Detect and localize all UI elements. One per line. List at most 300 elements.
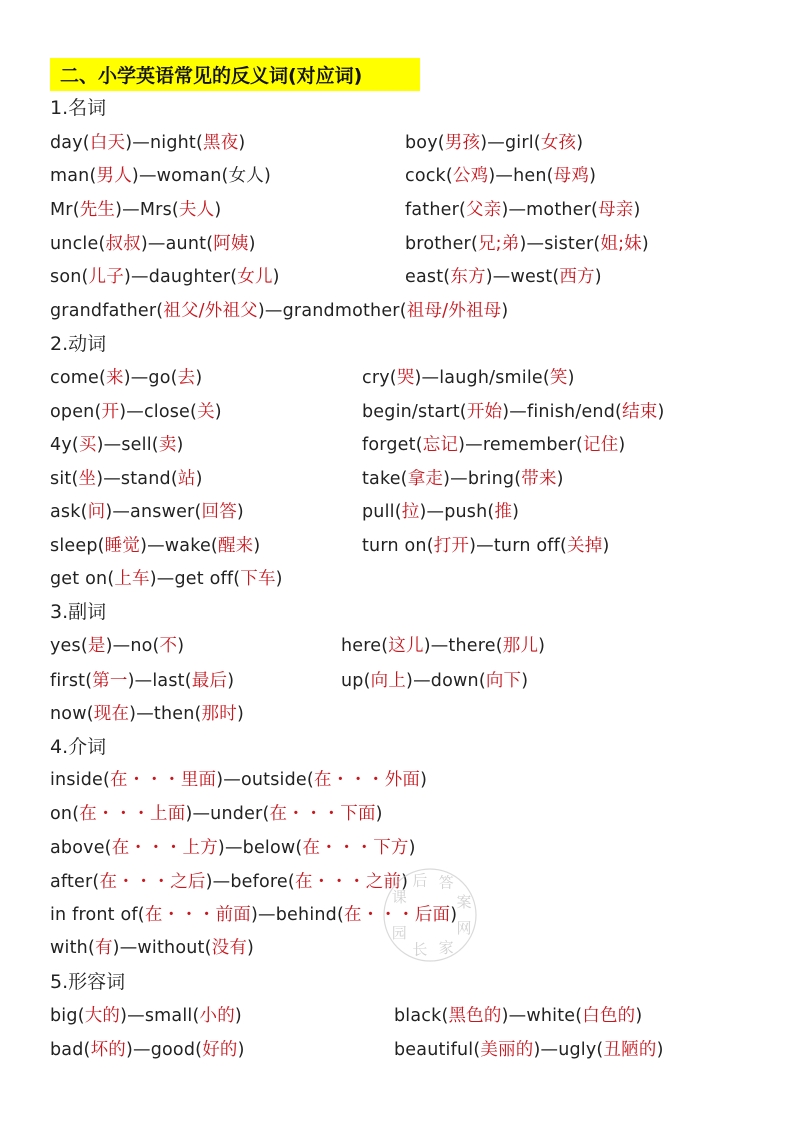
antonym-entry bbox=[50, 667, 234, 692]
word-english: finish/end bbox=[526, 402, 616, 422]
paren-close: ) bbox=[119, 402, 127, 422]
word-english: with bbox=[50, 938, 88, 958]
word-english: sleep bbox=[50, 536, 98, 556]
word-chinese: 白天 bbox=[89, 133, 126, 153]
word-english: open bbox=[50, 402, 95, 422]
paren-close: ) bbox=[236, 502, 244, 522]
word-chinese: 黑夜 bbox=[203, 133, 239, 153]
paren-close: ) bbox=[96, 435, 104, 455]
paren-open: ( bbox=[381, 636, 389, 656]
paren-open: ( bbox=[399, 301, 407, 321]
antonym-entry bbox=[50, 532, 260, 557]
word-chinese: 是 bbox=[87, 636, 106, 656]
antonym-entry bbox=[50, 766, 427, 791]
paren-open: ( bbox=[470, 234, 478, 254]
antonym-entry bbox=[362, 398, 665, 423]
word-english: grandmother bbox=[282, 301, 400, 321]
dash-separator: — bbox=[540, 1040, 559, 1060]
paren-close: ) bbox=[251, 905, 259, 925]
word-english: aunt bbox=[165, 234, 207, 254]
watermark-char: 课 bbox=[391, 888, 407, 906]
antonym-entry bbox=[50, 868, 408, 893]
word-chinese: 不 bbox=[159, 636, 178, 656]
watermark-char: 网 bbox=[456, 919, 472, 938]
word-english: come bbox=[50, 368, 99, 388]
paren-open: ( bbox=[363, 671, 371, 691]
word-english: Mrs bbox=[139, 200, 172, 220]
word-chinese: 在・・・前面 bbox=[144, 905, 252, 925]
paren-close: ) bbox=[257, 301, 265, 321]
word-chinese: 夫人 bbox=[178, 200, 215, 220]
paren-open: ( bbox=[552, 267, 560, 287]
paren-close: ) bbox=[205, 872, 213, 892]
word-chinese: 男人 bbox=[96, 166, 132, 186]
paren-open: ( bbox=[86, 704, 94, 724]
dash-separator: — bbox=[127, 1006, 145, 1026]
word-chinese: 母鸡 bbox=[553, 166, 590, 186]
word-english: behind bbox=[275, 905, 337, 925]
paren-open: ( bbox=[82, 133, 90, 153]
word-chinese: 阿姨 bbox=[213, 234, 249, 254]
watermark-char: 长 bbox=[412, 940, 428, 959]
dash-separator: — bbox=[133, 1040, 151, 1060]
word-english: go bbox=[148, 368, 171, 388]
section-heading: 2.动词 bbox=[50, 333, 107, 355]
word-chinese: 打开 bbox=[433, 536, 470, 556]
word-chinese: 白色的 bbox=[582, 1006, 636, 1026]
word-chinese: 祖父/外祖父 bbox=[163, 301, 258, 321]
paren-close: ) bbox=[125, 1040, 134, 1060]
paren-open: ( bbox=[437, 133, 445, 153]
antonym-entry bbox=[50, 297, 508, 322]
paren-close: ) bbox=[375, 804, 383, 824]
paren-close: ) bbox=[248, 234, 256, 254]
word-chinese: 第一 bbox=[92, 671, 128, 691]
word-english: small bbox=[144, 1006, 193, 1026]
word-english: woman bbox=[156, 166, 222, 186]
word-english: bring bbox=[467, 469, 515, 489]
paren-open: ( bbox=[156, 301, 164, 321]
dash-separator: — bbox=[138, 166, 157, 186]
word-chinese: 坏的 bbox=[90, 1040, 126, 1060]
word-english: father bbox=[405, 200, 459, 220]
word-english: down bbox=[430, 671, 479, 691]
word-english: good bbox=[150, 1040, 196, 1060]
word-english: there bbox=[448, 636, 496, 656]
page-title: 二、小学英语常见的反义词(对应词) bbox=[60, 65, 363, 87]
word-chinese: 在・・・之后 bbox=[99, 872, 206, 892]
antonym-entry bbox=[50, 162, 271, 187]
word-english: outside bbox=[240, 770, 307, 790]
word-chinese: 向下 bbox=[485, 671, 522, 691]
word-chinese: 父亲 bbox=[466, 200, 502, 220]
paren-close: ) bbox=[443, 469, 451, 489]
paren-open: ( bbox=[233, 569, 241, 589]
dash-separator: — bbox=[112, 502, 131, 522]
dash-separator: — bbox=[134, 671, 153, 691]
dash-separator: — bbox=[487, 133, 505, 153]
word-chinese: 在・・・外面 bbox=[313, 770, 421, 790]
word-english: then bbox=[153, 704, 195, 724]
paren-open: ( bbox=[514, 469, 522, 489]
word-chinese: 来 bbox=[105, 368, 124, 388]
antonym-entry bbox=[405, 263, 602, 288]
word-chinese: 有 bbox=[94, 938, 113, 958]
word-chinese: 问 bbox=[87, 502, 106, 522]
paren-close: ) bbox=[105, 636, 113, 656]
paren-close: ) bbox=[115, 200, 123, 220]
paren-open: ( bbox=[81, 267, 89, 287]
paren-open: ( bbox=[151, 435, 159, 455]
word-chinese: 叔叔 bbox=[105, 234, 141, 254]
word-chinese: 带来 bbox=[521, 469, 557, 489]
paren-open: ( bbox=[152, 636, 160, 656]
paren-close: ) bbox=[420, 770, 428, 790]
paren-open: ( bbox=[295, 838, 303, 858]
paren-close: ) bbox=[195, 368, 203, 388]
paren-open: ( bbox=[98, 234, 106, 254]
paren-open: ( bbox=[443, 267, 451, 287]
paren-close: ) bbox=[123, 267, 131, 287]
paren-close: ) bbox=[127, 671, 135, 691]
word-chinese: 拉 bbox=[401, 502, 420, 522]
paren-close: ) bbox=[227, 671, 235, 691]
antonym-entry bbox=[50, 934, 254, 959]
word-english: boy bbox=[405, 133, 438, 153]
antonym-entry bbox=[50, 364, 202, 389]
paren-open: ( bbox=[77, 1006, 85, 1026]
dash-separator: — bbox=[103, 435, 122, 455]
paren-close: ) bbox=[521, 671, 529, 691]
dash-separator: — bbox=[130, 368, 149, 388]
section-heading: 5.形容词 bbox=[50, 971, 126, 993]
paren-open: ( bbox=[306, 770, 314, 790]
paren-open: ( bbox=[596, 1040, 604, 1060]
paren-open: ( bbox=[87, 938, 95, 958]
paren-open: ( bbox=[71, 435, 79, 455]
paren-open: ( bbox=[336, 905, 345, 925]
antonym-entry bbox=[50, 901, 457, 926]
word-english: up bbox=[341, 671, 364, 691]
paren-open: ( bbox=[103, 770, 111, 790]
paren-open: ( bbox=[575, 1006, 583, 1026]
antonym-entry bbox=[50, 263, 280, 288]
paren-open: ( bbox=[137, 905, 145, 925]
word-english: night bbox=[149, 133, 196, 153]
antonym-entry bbox=[394, 1002, 642, 1027]
word-chinese: 男孩 bbox=[444, 133, 481, 153]
paren-close: ) bbox=[263, 166, 271, 186]
paren-close: ) bbox=[502, 402, 510, 422]
paren-open: ( bbox=[195, 1040, 203, 1060]
word-chinese: 女孩 bbox=[540, 133, 577, 153]
paren-open: ( bbox=[170, 368, 178, 388]
paren-open: ( bbox=[445, 166, 453, 186]
paren-close: ) bbox=[238, 133, 246, 153]
paren-open: ( bbox=[459, 200, 467, 220]
word-chinese: 黑色的 bbox=[448, 1006, 502, 1026]
paren-close: ) bbox=[406, 671, 414, 691]
word-english: above bbox=[50, 838, 105, 858]
paren-close: ) bbox=[485, 267, 493, 287]
antonym-entry bbox=[405, 129, 583, 154]
word-chinese: 祖母/外祖母 bbox=[406, 301, 502, 321]
paren-close: ) bbox=[401, 872, 409, 892]
paren-open: ( bbox=[210, 536, 218, 556]
section-heading: 1.名词 bbox=[50, 97, 107, 119]
paren-open: ( bbox=[80, 502, 88, 522]
paren-close: ) bbox=[519, 234, 527, 254]
paren-open: ( bbox=[221, 166, 229, 186]
antonym-entry bbox=[50, 398, 222, 423]
section-heading: 4.介词 bbox=[50, 736, 107, 758]
word-english: answer bbox=[130, 502, 195, 522]
word-chinese: 结束 bbox=[622, 402, 658, 422]
word-chinese: 拿走 bbox=[407, 469, 444, 489]
paren-close: ) bbox=[120, 1006, 128, 1026]
paren-open: ( bbox=[478, 671, 486, 691]
antonym-entry bbox=[405, 196, 641, 221]
dash-separator: — bbox=[224, 838, 243, 858]
word-english: push bbox=[444, 502, 488, 522]
paren-close: ) bbox=[96, 469, 104, 489]
paren-close: ) bbox=[423, 636, 431, 656]
antonym-entry bbox=[50, 632, 184, 657]
word-english: sell bbox=[121, 435, 152, 455]
word-english: stand bbox=[120, 469, 171, 489]
antonym-entry bbox=[341, 667, 528, 692]
dash-separator: — bbox=[132, 133, 150, 153]
word-english: sister bbox=[544, 234, 594, 254]
paren-close: ) bbox=[594, 267, 602, 287]
paren-open: ( bbox=[593, 234, 601, 254]
word-chinese: 这儿 bbox=[388, 636, 424, 656]
word-chinese: 兄;弟 bbox=[477, 234, 520, 254]
dash-separator: — bbox=[192, 804, 211, 824]
word-chinese: 在・・・上面 bbox=[79, 804, 186, 824]
paren-open: ( bbox=[394, 502, 402, 522]
word-english: on bbox=[50, 804, 73, 824]
paren-open: ( bbox=[194, 502, 202, 522]
dash-separator: — bbox=[147, 536, 165, 556]
word-english: laugh/smile bbox=[439, 368, 543, 388]
dash-separator: — bbox=[465, 435, 483, 455]
word-english: ugly bbox=[558, 1040, 597, 1060]
paren-close: ) bbox=[140, 536, 148, 556]
word-english: in front of bbox=[50, 905, 138, 925]
word-english: no bbox=[130, 636, 153, 656]
dash-separator: — bbox=[508, 200, 527, 220]
word-chinese: 儿子 bbox=[88, 267, 124, 287]
word-chinese: 坐 bbox=[78, 469, 97, 489]
word-chinese: 卖 bbox=[158, 435, 177, 455]
paren-close: ) bbox=[131, 166, 139, 186]
word-chinese: 在・・・下方 bbox=[302, 838, 409, 858]
word-chinese: 推 bbox=[494, 502, 513, 522]
antonym-entry bbox=[405, 162, 596, 187]
word-english: below bbox=[242, 838, 296, 858]
watermark-char: 家 bbox=[438, 938, 454, 957]
watermark-char: 园 bbox=[391, 924, 407, 942]
paren-open: ( bbox=[194, 704, 202, 724]
paren-close: ) bbox=[236, 704, 244, 724]
word-chinese: 大的 bbox=[84, 1006, 121, 1026]
paren-open: ( bbox=[192, 1006, 200, 1026]
paren-close: ) bbox=[589, 166, 597, 186]
paren-open: ( bbox=[98, 368, 106, 388]
paren-close: ) bbox=[247, 938, 255, 958]
word-english: under bbox=[210, 804, 263, 824]
word-english: pull bbox=[362, 502, 395, 522]
paren-close: ) bbox=[576, 133, 584, 153]
dash-separator: — bbox=[450, 469, 468, 489]
paren-close: ) bbox=[125, 133, 133, 153]
antonym-entry bbox=[50, 431, 184, 456]
paren-open: ( bbox=[195, 133, 204, 153]
paren-close: ) bbox=[176, 435, 184, 455]
paren-close: ) bbox=[185, 804, 193, 824]
word-chinese: 最后 bbox=[191, 671, 228, 691]
dash-separator: — bbox=[119, 938, 138, 958]
paren-open: ( bbox=[171, 200, 179, 220]
word-chinese: 在・・・下面 bbox=[269, 804, 376, 824]
paren-open: ( bbox=[94, 402, 102, 422]
word-english: get on bbox=[50, 569, 108, 589]
word-chinese: 丑陋的 bbox=[603, 1040, 657, 1060]
paren-close: ) bbox=[112, 938, 120, 958]
word-english: close bbox=[143, 402, 191, 422]
word-chinese: 在・・・之前 bbox=[294, 872, 402, 892]
paren-close: ) bbox=[140, 234, 148, 254]
watermark-char: 案 bbox=[456, 892, 472, 911]
paren-open: ( bbox=[287, 872, 295, 892]
paren-open: ( bbox=[204, 938, 212, 958]
dash-separator: — bbox=[413, 671, 431, 691]
word-english: grandfather bbox=[50, 301, 157, 321]
paren-close: ) bbox=[538, 636, 546, 656]
dash-separator: — bbox=[103, 469, 121, 489]
paren-close: ) bbox=[618, 435, 626, 455]
word-english: after bbox=[50, 872, 93, 892]
word-chinese: 小的 bbox=[199, 1006, 235, 1026]
dash-separator: — bbox=[508, 1006, 527, 1026]
paren-open: ( bbox=[72, 200, 80, 220]
word-chinese: 买 bbox=[78, 435, 97, 455]
dash-separator: — bbox=[426, 502, 445, 522]
dash-separator: — bbox=[130, 267, 149, 287]
antonym-entry bbox=[50, 129, 245, 154]
word-chinese: 在・・・上方 bbox=[111, 838, 218, 858]
antonym-entry bbox=[50, 800, 383, 825]
paren-close: ) bbox=[480, 133, 488, 153]
word-english: west bbox=[510, 267, 553, 287]
word-chinese: 忘记 bbox=[422, 435, 459, 455]
paren-open: ( bbox=[230, 267, 238, 287]
antonym-entry bbox=[50, 196, 221, 221]
dash-separator: — bbox=[476, 536, 494, 556]
paren-open: ( bbox=[170, 469, 178, 489]
word-english: ask bbox=[50, 502, 81, 522]
paren-open: ( bbox=[546, 166, 554, 186]
paren-open: ( bbox=[441, 1006, 449, 1026]
paren-open: ( bbox=[206, 234, 214, 254]
antonym-entry bbox=[362, 364, 575, 389]
dash-separator: — bbox=[136, 704, 154, 724]
dash-separator: — bbox=[509, 402, 527, 422]
paren-open: ( bbox=[487, 502, 495, 522]
antonym-entry bbox=[341, 632, 545, 657]
word-english: here bbox=[341, 636, 382, 656]
dash-separator: — bbox=[258, 905, 276, 925]
word-chinese: 回答 bbox=[201, 502, 237, 522]
paren-open: ( bbox=[389, 368, 397, 388]
paren-open: ( bbox=[542, 368, 550, 388]
paren-close: ) bbox=[488, 166, 496, 186]
word-english: remember bbox=[482, 435, 576, 455]
paren-close: ) bbox=[419, 502, 427, 522]
paren-close: ) bbox=[105, 502, 113, 522]
paren-open: ( bbox=[83, 1040, 91, 1060]
paren-close: ) bbox=[234, 1006, 242, 1026]
word-english: daughter bbox=[148, 267, 231, 287]
paren-close: ) bbox=[149, 569, 157, 589]
paren-close: ) bbox=[501, 301, 509, 321]
paren-close: ) bbox=[123, 368, 131, 388]
word-english: day bbox=[50, 133, 83, 153]
paren-close: ) bbox=[635, 1006, 643, 1026]
word-english: forget bbox=[362, 435, 416, 455]
antonym-entry bbox=[50, 834, 416, 859]
word-english: black bbox=[394, 1006, 442, 1026]
paren-close: ) bbox=[408, 838, 416, 858]
paren-open: ( bbox=[459, 402, 467, 422]
word-chinese: 哭 bbox=[396, 368, 415, 388]
word-english: take bbox=[362, 469, 401, 489]
paren-close: ) bbox=[501, 1006, 509, 1026]
word-chinese: 女人 bbox=[228, 166, 264, 186]
paren-open: ( bbox=[71, 469, 79, 489]
word-chinese: 关 bbox=[197, 402, 215, 422]
word-english: turn on bbox=[362, 536, 427, 556]
paren-close: ) bbox=[512, 502, 520, 522]
word-english: bad bbox=[50, 1040, 84, 1060]
paren-close: ) bbox=[501, 200, 509, 220]
word-chinese: 下车 bbox=[240, 569, 276, 589]
antonym-entry bbox=[405, 230, 649, 255]
dash-separator: — bbox=[421, 368, 440, 388]
watermark-char: 答 bbox=[438, 873, 454, 892]
dash-separator: — bbox=[112, 636, 131, 656]
paren-close: ) bbox=[533, 1040, 541, 1060]
dash-separator: — bbox=[492, 267, 511, 287]
antonym-entry bbox=[362, 465, 564, 490]
paren-close: ) bbox=[450, 905, 458, 925]
word-english: cock bbox=[405, 166, 446, 186]
word-chinese: 先生 bbox=[79, 200, 116, 220]
word-english: begin/start bbox=[362, 402, 460, 422]
word-english: uncle bbox=[50, 234, 99, 254]
paren-open: ( bbox=[104, 838, 112, 858]
word-chinese: 醒来 bbox=[217, 536, 254, 556]
word-english: cry bbox=[362, 368, 390, 388]
dash-separator: — bbox=[264, 301, 283, 321]
word-english: inside bbox=[50, 770, 104, 790]
word-chinese: 没有 bbox=[211, 938, 248, 958]
antonym-entry bbox=[50, 230, 256, 255]
word-english: brother bbox=[405, 234, 471, 254]
word-chinese: 向上 bbox=[370, 671, 407, 691]
word-english: son bbox=[50, 267, 82, 287]
